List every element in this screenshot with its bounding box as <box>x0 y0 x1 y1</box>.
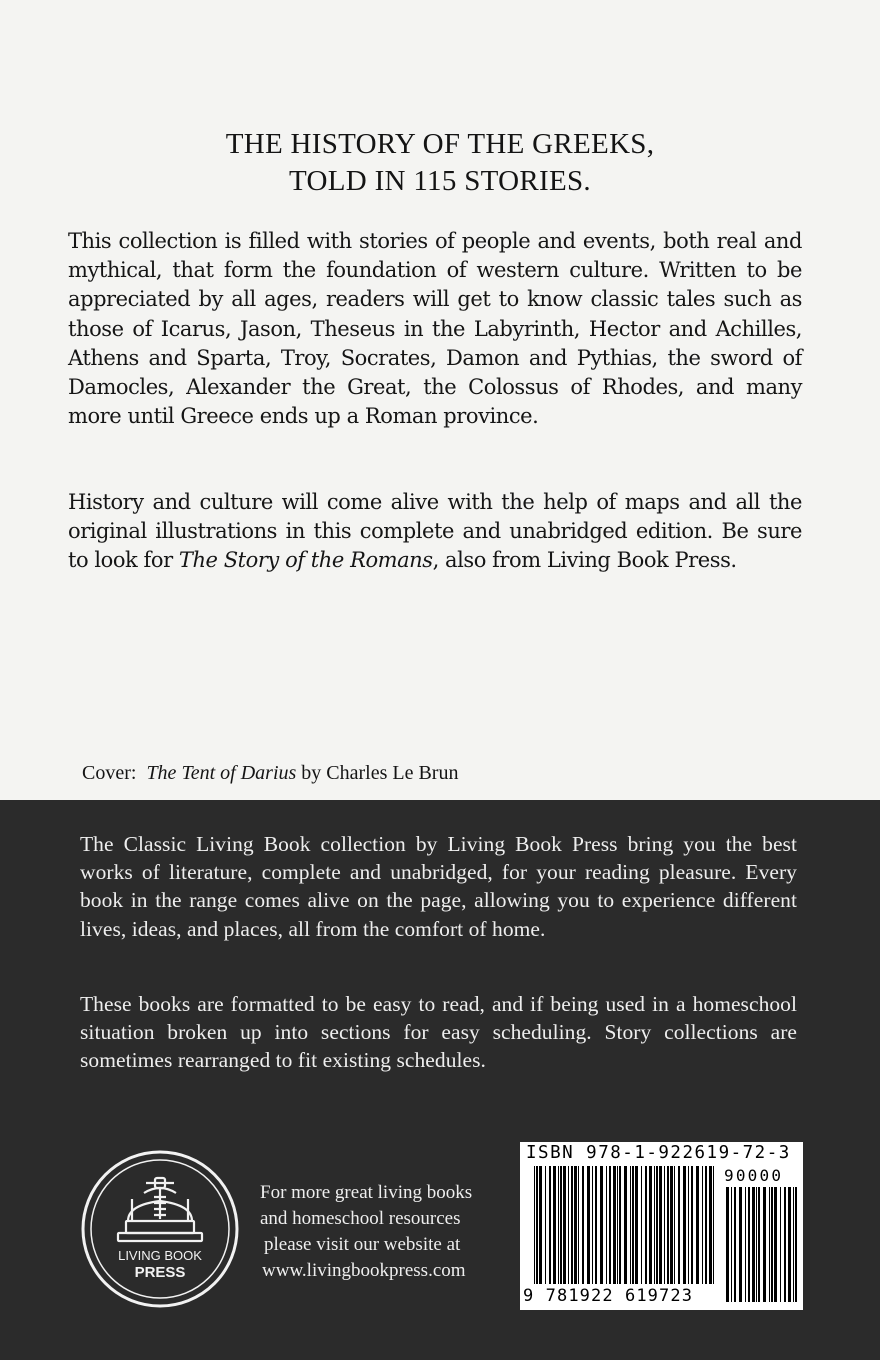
isbn-barcode <box>520 1142 803 1310</box>
promo-line-1: For more great living books <box>260 1182 473 1203</box>
cover-credit-prefix: Cover: <box>82 762 137 784</box>
cover-artwork-title: The Tent of Darius <box>146 762 297 784</box>
description-paragraph-2-end: , also from Living Book Press. <box>432 548 737 573</box>
book-press-icon <box>118 1178 202 1241</box>
cover-credit <box>82 758 458 788</box>
series-paragraph-1: The Classic Living Book collection by Living Book Press bring you the best works of literature, complete and unabridged, for your reading pleasure. Every book in the range comes alive on the page, allowing you to experience different lives, ideas, and places, all from the comfort of home. <box>80 832 797 941</box>
description-paragraph-2 <box>68 488 802 576</box>
isbn-label: ISBN 978-1-922619-72-3 <box>526 1143 791 1163</box>
logo-line-1: LIVING BOOK <box>118 1248 202 1263</box>
promo-line-2: and homeschool resources <box>260 1208 461 1229</box>
series-panel <box>0 800 880 1360</box>
headline <box>0 126 880 200</box>
description-paragraph-1: This collection is filled with stories of people and events, both real and mythical, that form the foundation of western culture. Written to be appreciated by all ages, readers will get to know classic tales such as those of Icarus, Jason, Theseus in the Labyrinth, Hector and Achilles, Athens and Sparta, Troy, Socrates, Damon and Pythias, the sword of Damocles, Alexander the Great, the Colossus of Rhodes, and many more until Greece ends up a Roman province. <box>68 229 802 429</box>
living-book-press-logo <box>80 1149 240 1309</box>
logo-line-2: PRESS <box>134 1264 186 1281</box>
cover-artist: by Charles Le Brun <box>301 762 459 784</box>
website-promo <box>260 1180 510 1284</box>
promo-line-3: please visit our website at <box>264 1234 461 1255</box>
description-paragraph-2-text: History and culture will come alive with the help of maps and all the original illustrations in this complete and unabridged edition. Be sure to look for <box>68 490 802 573</box>
barcode-digits: 9 781922 619723 <box>523 1286 694 1306</box>
headline-line-1: THE HISTORY OF THE GREEKS, <box>225 128 655 160</box>
headline-line-2: TOLD IN 115 STORIES. <box>289 165 591 197</box>
series-paragraph-2: These books are formatted to be easy to read, and if being used in a homeschool situation broken up into sections for easy scheduling. Story collections are sometimes rearranged to fit existing schedules. <box>80 992 797 1073</box>
barcode-addon-number: 90000 <box>724 1166 784 1185</box>
related-book-title: The Story of the Romans <box>178 548 433 573</box>
website-url: www.livingbookpress.com <box>262 1260 466 1281</box>
